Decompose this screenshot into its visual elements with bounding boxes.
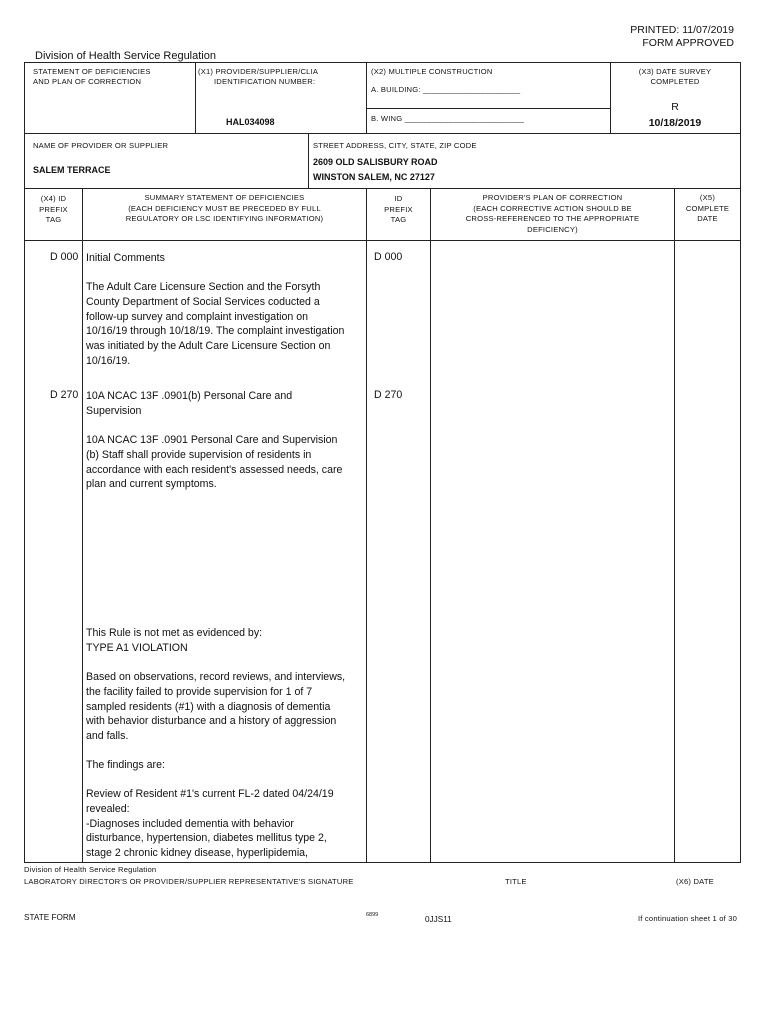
rule-provider xyxy=(24,133,741,134)
x3-label-line1: (X3) DATE SURVEY xyxy=(638,67,712,76)
statement-label-line1: STATEMENT OF DEFICIENCIES xyxy=(33,67,151,76)
findings-text: The findings are: xyxy=(86,759,165,771)
rule-columns xyxy=(24,188,741,189)
x5-header-line2: COMPLETE xyxy=(685,203,730,213)
summary-header-line3: REGULATORY OR LSC IDENTIFYING INFORMATION) xyxy=(125,214,324,223)
d270-id-tag: D 270 xyxy=(374,389,403,401)
x5-header xyxy=(675,193,740,225)
survey-completed-date: 10/18/2019 xyxy=(648,117,702,129)
d000-id-tag: D 000 xyxy=(374,251,403,263)
footer-division: Division of Health Service Regulation xyxy=(24,865,157,874)
summary-header-line2: (EACH DEFICIENCY MUST BE PRECEDED BY FULL xyxy=(128,203,321,213)
x4-header-line3: TAG xyxy=(45,215,62,224)
divider-id xyxy=(430,188,431,862)
x3-r-mark: R xyxy=(671,101,679,113)
id-header xyxy=(367,194,430,226)
divider-prefix xyxy=(82,188,83,862)
x6-date-label: (X6) DATE xyxy=(676,877,714,886)
event-id: 0JJS11 xyxy=(425,915,452,924)
id-header-line1: ID xyxy=(394,194,403,203)
x2-label: (X2) MULTIPLE CONSTRUCTION xyxy=(371,67,493,76)
building-field: A. BUILDING: ______________________ xyxy=(371,85,521,94)
rule-not-met: This Rule is not met as evidenced by: TYPE A1 VIOLATION xyxy=(86,627,263,654)
continuation-sheet: If continuation sheet 1 of 30 xyxy=(638,914,738,923)
statement-label xyxy=(33,67,151,87)
division-title: Division of Health Service Regulation xyxy=(35,50,216,62)
x4-header-line2: PREFIX xyxy=(39,204,68,214)
id-header-line2: PREFIX xyxy=(384,204,413,214)
d270-rule-text: 10A NCAC 13F .0901 Personal Care and Supervision (b) Staff shall provide supervision of residents in accordance with each resident's assessed needs, care plan and current symptoms. xyxy=(86,434,343,491)
frame-left xyxy=(24,62,25,862)
statement-label-line2: AND PLAN OF CORRECTION xyxy=(33,77,142,86)
rule-building xyxy=(366,108,610,109)
d000-prefix-tag: D 000 xyxy=(50,251,79,263)
form-code: 6899 xyxy=(366,912,379,918)
provider-id-number: HAL034098 xyxy=(226,117,275,127)
frame-right xyxy=(740,62,741,862)
divider-address xyxy=(308,133,309,188)
x1-label-line1: (X1) PROVIDER/SUPPLIER/CLIA xyxy=(198,67,319,76)
divider-x1 xyxy=(195,62,196,133)
summary-header-line1: SUMMARY STATEMENT OF DEFICIENCIES xyxy=(144,193,305,202)
plan-header-line2: (EACH CORRECTIVE ACTION SHOULD BE xyxy=(473,203,632,213)
form-approved: FORM APPROVED xyxy=(642,37,734,49)
divider-x2 xyxy=(366,62,367,133)
id-header-line3: TAG xyxy=(390,215,407,224)
x3-label-line2: COMPLETED xyxy=(650,77,700,86)
x4-header xyxy=(25,194,82,226)
plan-header xyxy=(431,193,674,235)
plan-header-line3: CROSS-REFERENCED TO THE APPROPRIATE xyxy=(465,214,640,223)
review-text: Review of Resident #1's current FL-2 dated 04/24/19 revealed: -Diagnoses included dementia with behavior disturbance, hypertension, diabetes mellitus type 2, stage 2 chronic kidney disease, hyperlipidemia, xyxy=(86,788,334,860)
d000-title: Initial Comments xyxy=(86,252,165,264)
plan-header-line1: PROVIDER'S PLAN OF CORRECTION xyxy=(482,193,623,202)
provider-name-label: NAME OF PROVIDER OR SUPPLIER xyxy=(33,141,169,150)
address-line2: WINSTON SALEM, NC 27127 xyxy=(313,172,435,182)
rule-top xyxy=(24,62,741,63)
divider-plan xyxy=(674,188,675,862)
based-on-text: Based on observations, record reviews, and interviews, the facility failed to provide supervision for 1 of 7 sampled residents (#1) with a diagnosis of dementia with behavior disturbance and a history of aggression and falls. xyxy=(86,671,346,743)
d000-text: The Adult Care Licensure Section and the Forsyth County Department of Social Services coducted a follow-up survey and complaint investigation on 10/16/19 through 10/18/19. The complaint investigation was initiated by the Adult Care Licensure Section on 10/16/19. xyxy=(86,281,345,367)
x5-header-line3: DATE xyxy=(697,214,718,223)
rule-body xyxy=(24,240,741,241)
x1-label xyxy=(198,67,348,87)
plan-header-line4: DEFICIENCY) xyxy=(527,224,578,234)
d270-title: 10A NCAC 13F .0901(b) Personal Care and Supervision xyxy=(86,390,293,417)
provider-name: SALEM TERRACE xyxy=(33,165,111,175)
divider-summary xyxy=(366,188,367,862)
state-form-label: STATE FORM xyxy=(24,913,76,922)
printed-date: PRINTED: 11/07/2019 xyxy=(630,24,734,36)
x5-header-line1: (X5) xyxy=(699,193,716,202)
x3-label xyxy=(611,67,739,87)
wing-field: B. WING ___________________________ xyxy=(371,114,525,123)
address-label: STREET ADDRESS, CITY, STATE, ZIP CODE xyxy=(313,141,477,150)
title-label: TITLE xyxy=(505,877,527,886)
d270-prefix-tag: D 270 xyxy=(50,389,79,401)
x1-label-line2: IDENTIFICATION NUMBER: xyxy=(214,77,316,86)
x4-header-line1: (X4) ID xyxy=(40,194,67,203)
rule-bottom xyxy=(24,862,741,863)
summary-header xyxy=(83,193,366,225)
signature-label: LABORATORY DIRECTOR'S OR PROVIDER/SUPPLIER REPRESENTATIVE'S SIGNATURE xyxy=(24,877,354,886)
address-line1: 2609 OLD SALISBURY ROAD xyxy=(313,157,438,167)
